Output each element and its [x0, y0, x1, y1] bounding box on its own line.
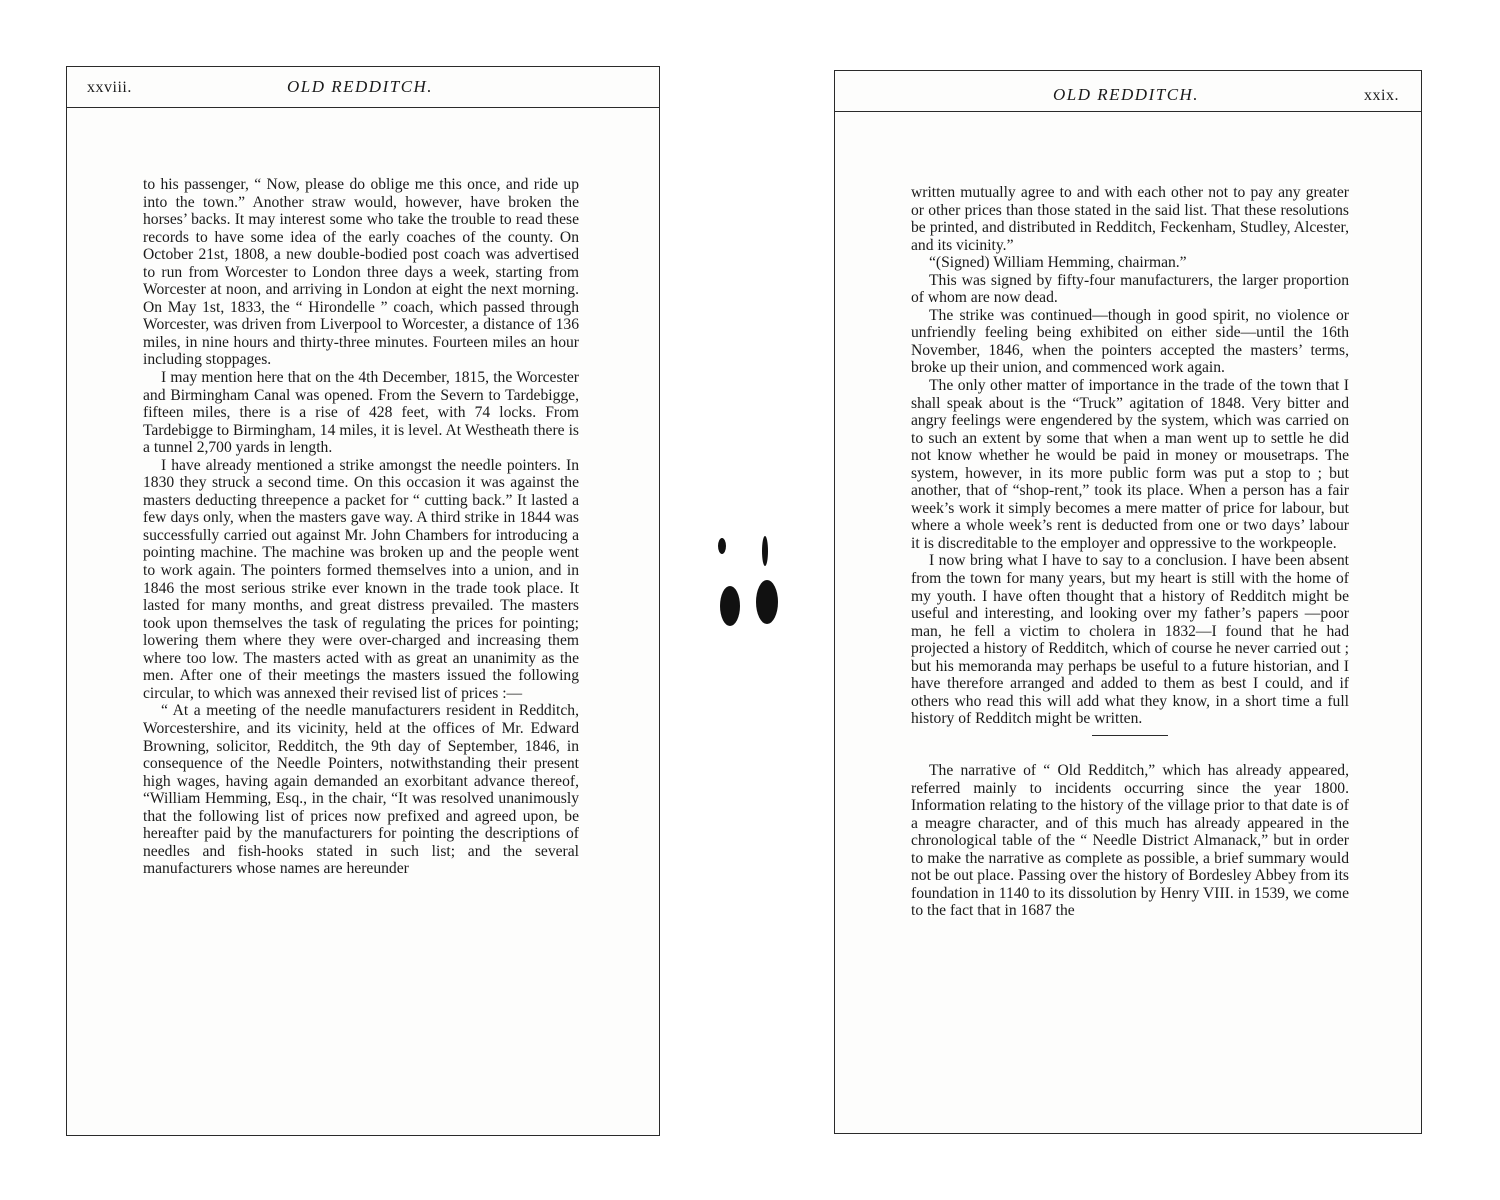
left-paragraph: I have already mentioned a strike amongst the needle pointers. In 1830 they struck a second time. On this occasion it was against the masters deducting threepence a packet for “ cutting back.” It lasted a few days only, when the masters gave way. A third strike in 1844 was successfully carried out against Mr. John Chambers for introducing a pointing machine. The machine was broken up and the people went to work again. The pointers formed themselves into a union, and in 1846 the most serious strike ever known in the trade took place. It lasted for many months, and great distress prevailed. The masters took upon themselves the task of regulating the prices for pointing; lowering them where they were over-charged and increasing them where too low. The masters acted with as great an unanimity as the men. After one of their meetings the masters issued the following circular, to which was annexed their revised list of prices :—: [143, 456, 579, 702]
left-page-body: [143, 176, 579, 878]
section-divider: [1092, 735, 1168, 736]
left-paragraph: to his passenger, “ Now, please do oblige me this once, and ride up into the town.” Another straw would, however, have broken the horses’ backs. It may interest some who take the trouble to read these records to have some idea of the early coaches of the county. On October 21st, 1808, a new double-bodied post coach was advertised to run from Worcester to London three days a week, starting from Worcester at noon, and arriving in London at eight the next morning. On May 1st, 1833, the “ Hirondelle ” coach, which passed through Worcester, was driven from Liverpool to Worcester, a distance of 136 miles, in nine hours and thirty-three minutes. Fourteen miles an hour including stoppages.: [143, 176, 579, 369]
signature-line: “(Signed) William Hemming, chairman.”: [929, 254, 1187, 272]
right-paragraph: This was signed by fifty-four manufacturers, the larger proportion of whom are now dead.: [911, 271, 1349, 307]
left-paragraph: “ At a meeting of the needle manufacturers resident in Redditch, Worcestershire, and its vicinity, held at the offices of Mr. Edward Browning, solicitor, Redditch, the 9th day of September, 1846, in consequence of the Needle Pointers, notwithstanding their present high wages, having again demanded an exorbitant advance thereof, “William Hemming, Esq., in the chair, “It was resolved unanimously that the following list of prices now prefixed and agreed upon, be hereafter paid by the manufacturers for pointing the descriptions of needles and fish-hooks stated in such list; and the several manufacturers whose names are hereunder: [143, 702, 579, 878]
gutter-smudge: [762, 536, 768, 566]
left-paragraph: I may mention here that on the 4th December, 1815, the Worcester and Birmingham Canal was opened. From the Severn to Tardebigge, fifteen miles, there is a rise of 428 feet, with 74 locks. From Tardebigge to Birmingham, 14 miles, it is level. At Westheath there is a tunnel 2,700 yards in length.: [143, 369, 579, 457]
right-paragraph: I now bring what I have to say to a conclusion. I have been absent from the town for many years, but my heart is still with the home of my youth. I have often thought that a history of Redditch might be useful and interesting, and looking over my father’s papers —poor man, he fell a victim to cholera in 1832—I found that he had projected a history of Redditch, which of course he never carried out ; but his memoranda may perhaps be useful to a future historian, and I have therefore arranged and added to them as best I could, and if others who read this will add what they know, in a short time a full history of Redditch might be written.: [911, 552, 1349, 728]
left-page-number: xxviii.: [87, 79, 132, 96]
right-paragraph: written mutually agree to and with each other not to pay any greater or other prices than those stated in the said list. That these resolutions be printed, and distributed in Redditch, Feckenham, Studley, Alcester, and its vicinity.”: [911, 184, 1349, 254]
right-paragraph: The only other matter of importance in the trade of the town that I shall speak about is the “Truck” agitation of 1848. Very bitter and angry feelings were engendered by the system, which was carried on to such an extent by some that when a man went up to settle he did not know whether he would be paid in money or mousetraps. The system, however, in its more public form was put a stop to ; but another, that of “shop-rent,” took its place. When a person has a fair week’s work it simply becomes a mere matter of price for labour, but where a whole week’s rent is deducted from one or two days’ labour it is discreditable to the employer and oppressive to the workpeople.: [911, 377, 1349, 552]
left-running-title: OLD REDDITCH.: [287, 77, 434, 96]
left-page-header: [67, 67, 659, 108]
right-page-body: [911, 184, 1349, 920]
gutter-smudge: [756, 580, 778, 624]
gutter-smudge: [718, 538, 726, 554]
right-page-header: [835, 71, 1421, 112]
right-paragraph: The narrative of “ Old Redditch,” which has already appeared, referred mainly to incidents occurring since the year 1800. Information relating to the history of the village prior to that date is of a meagre character, and of this much has already appeared in the chronological table of the “ Needle District Almanack,” but in order to make the narrative as complete as possible, a brief summary would not be out place. Passing over the history of Bordesley Abbey from its foundation in 1140 to its dissolution by Henry VIII. in 1539, we come to the fact that in 1687 the: [911, 761, 1349, 920]
right-page-number: xxix.: [1364, 87, 1399, 104]
right-running-title: OLD REDDITCH.: [1053, 85, 1200, 104]
right-paragraph: The strike was continued—though in good spirit, no violence or unfriendly feeling being exhibited on either side—until the 16th November, 1846, when the pointers accepted the masters’ terms, broke up their union, and commenced work again.: [911, 306, 1349, 377]
gutter-smudge: [720, 586, 740, 626]
